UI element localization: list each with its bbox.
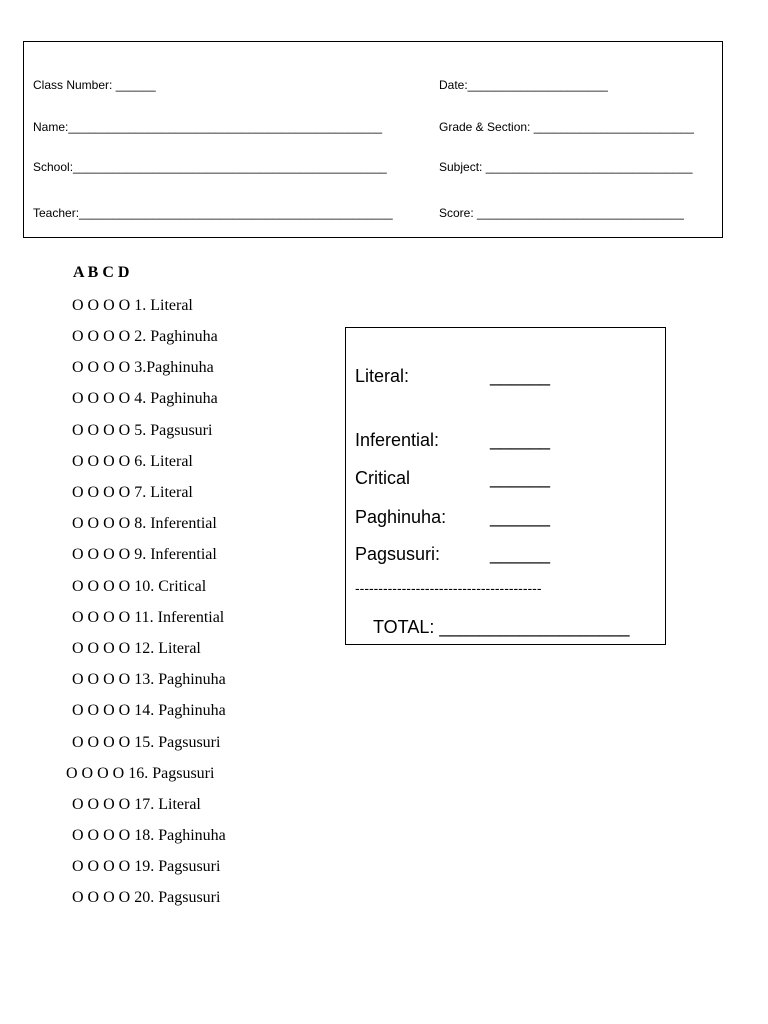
category-literal-label: Literal: — [355, 366, 410, 386]
category-inferential-label: Inferential: — [355, 430, 440, 450]
category-paghinuha-label: Paghinuha: — [355, 507, 447, 527]
score-field[interactable]: Score: _______________________________ — [439, 206, 684, 220]
answer-row[interactable]: O O O O 7. Literal — [72, 484, 193, 501]
answer-row[interactable]: O O O O 8. Inferential — [72, 515, 217, 532]
answer-row[interactable]: O O O O 11. Inferential — [72, 609, 225, 626]
summary-divider: ---------------------------------------- — [355, 580, 542, 596]
answer-row[interactable]: O O O O 12. Literal — [72, 640, 201, 657]
name-field[interactable]: Name:_______________________________________________ — [33, 120, 383, 134]
date-field[interactable]: Date:_____________________ — [439, 78, 608, 92]
answer-row[interactable]: O O O O 17. Literal — [72, 796, 201, 813]
category-paghinuha-blank[interactable]: ______ — [490, 507, 551, 527]
school-field[interactable]: School:_______________________________________________ — [33, 160, 387, 174]
category-pagsusuri-label: Pagsusuri: — [355, 544, 441, 564]
category-inferential-blank[interactable]: ______ — [490, 430, 551, 450]
answer-row[interactable]: O O O O 2. Paghinuha — [72, 328, 218, 345]
answer-row[interactable]: O O O O 9. Inferential — [72, 546, 217, 563]
teacher-field[interactable]: Teacher:_______________________________________________ — [33, 206, 393, 220]
answer-row[interactable]: O O O O 10. Critical — [72, 578, 207, 595]
answer-row[interactable]: O O O O 6. Literal — [72, 453, 193, 470]
answer-row[interactable]: O O O O 20. Pagsusuri — [72, 889, 221, 906]
answer-row[interactable]: O O O O 14. Paghinuha — [72, 702, 226, 719]
subject-field[interactable]: Subject: _______________________________ — [439, 160, 693, 174]
choices-header: A B C D — [73, 264, 130, 281]
answer-row[interactable]: O O O O 5. Pagsusuri — [72, 422, 213, 439]
student-info-box — [23, 41, 723, 238]
score-summary-box — [345, 327, 666, 645]
class-number-field[interactable]: Class Number: ______ — [33, 78, 156, 92]
answer-row[interactable]: O O O O 3.Paghinuha — [72, 359, 214, 376]
answer-row[interactable]: O O O O 16. Pagsusuri — [66, 765, 215, 782]
grade-section-field[interactable]: Grade & Section: ________________________ — [439, 120, 694, 134]
answer-row[interactable]: O O O O 18. Paghinuha — [72, 827, 226, 844]
answer-row[interactable]: O O O O 4. Paghinuha — [72, 390, 218, 407]
total-field[interactable]: TOTAL: ___________________ — [373, 617, 630, 637]
answer-row[interactable]: O O O O 19. Pagsusuri — [72, 858, 221, 875]
answer-row[interactable]: O O O O 1. Literal — [72, 297, 193, 314]
answer-row[interactable]: O O O O 15. Pagsusuri — [72, 734, 221, 751]
category-critical-label: Critical — [355, 468, 411, 488]
category-pagsusuri-blank[interactable]: ______ — [490, 544, 551, 564]
answer-row[interactable]: O O O O 13. Paghinuha — [72, 671, 226, 688]
category-literal-blank[interactable]: ______ — [490, 366, 551, 386]
category-critical-blank[interactable]: ______ — [490, 468, 551, 488]
